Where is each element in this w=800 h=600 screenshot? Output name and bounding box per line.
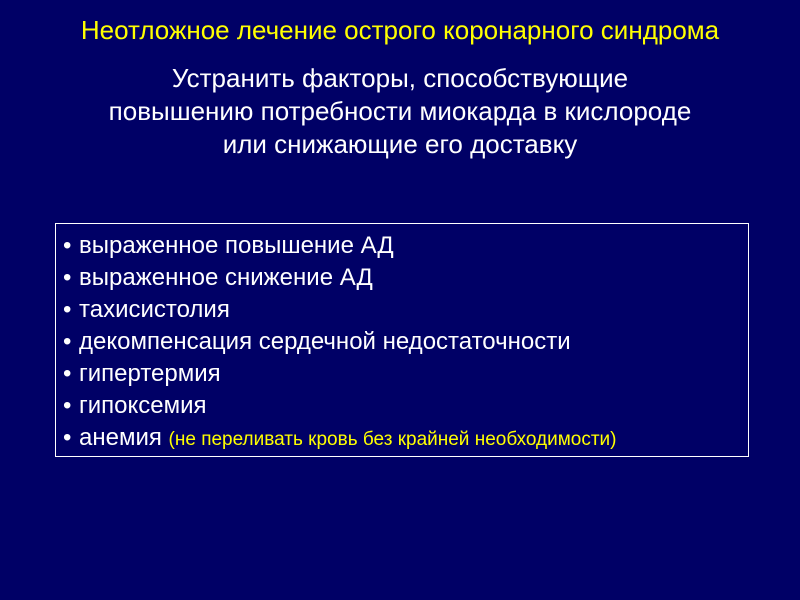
list-item-text: анемия <box>79 424 162 451</box>
factors-box <box>55 223 749 457</box>
list-item <box>63 230 748 262</box>
list-item-text: выраженное снижение АД <box>79 264 373 291</box>
subtitle-line: повышению потребности миокарда в кислороде <box>108 96 692 126</box>
list-item-text: тахисистолия <box>79 296 230 323</box>
list-item-note: (не переливать кровь без крайней необходимости) <box>168 429 617 450</box>
bullet-icon: • <box>63 392 72 419</box>
list-item <box>63 390 748 422</box>
list-item <box>63 294 748 326</box>
list-item <box>63 422 748 456</box>
list-item-text: гипертермия <box>79 360 221 387</box>
factors-list <box>63 230 748 456</box>
bullet-icon: • <box>63 328 72 355</box>
bullet-icon: • <box>63 264 72 291</box>
list-item-text: декомпенсация сердечной недостаточности <box>79 328 571 355</box>
subtitle-line: Устранить факторы, способствующие <box>171 63 629 93</box>
subtitle-line: или снижающие его доставку <box>222 129 578 159</box>
list-item <box>63 262 748 294</box>
bullet-icon: • <box>63 232 72 259</box>
slide-title: Неотложное лечение острого коронарного синдрома <box>80 15 720 45</box>
bullet-icon: • <box>63 424 72 451</box>
bullet-icon: • <box>63 296 72 323</box>
bullet-icon: • <box>63 360 72 387</box>
list-item-text: гипоксемия <box>79 392 207 419</box>
list-item <box>63 326 748 358</box>
list-item <box>63 358 748 390</box>
list-item-text: выраженное повышение АД <box>79 232 394 259</box>
slide-subtitle <box>40 62 760 161</box>
